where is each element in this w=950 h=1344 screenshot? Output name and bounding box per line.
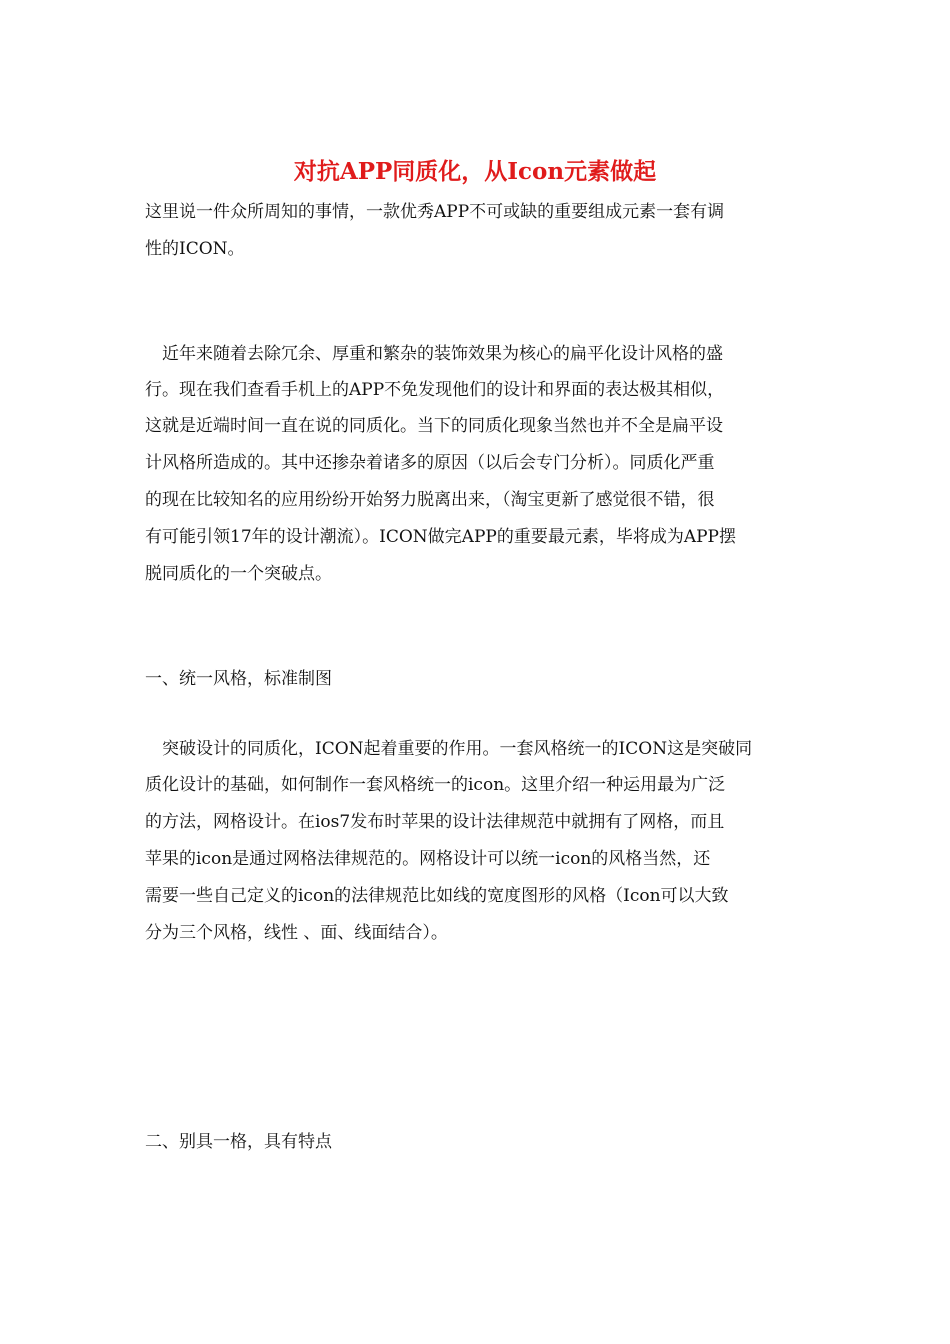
paragraph-line: 苹果的icon是通过网格法律规范的。网格设计可以统一icon的风格当然，还 [145,849,711,869]
paragraph-line: 有可能引领17年的设计潮流）。ICON做完APP的重要最元素，毕将成为APP摆 [145,527,736,547]
paragraph-line: 的现在比较知名的应用纷纷开始努力脱离出来，（淘宝更新了感觉很不错，很 [145,490,715,510]
document-title: 对抗APP同质化，从Icon元素做起 [293,158,657,185]
intro-line: 性的ICON。 [145,239,245,259]
paragraph-line: 突破设计的同质化，ICON起着重要的作用。一套风格统一的ICON这是突破同 [162,739,753,759]
paragraph-line: 计风格所造成的。其中还掺杂着诸多的原因（以后会专门分析）。同质化严重 [145,453,715,473]
paragraph-line: 质化设计的基础，如何制作一套风格统一的icon。这里介绍一种运用最为广泛 [145,775,726,795]
section-heading: 一、统一风格，标准制图 [145,669,332,689]
paragraph-line: 这就是近端时间一直在说的同质化。当下的同质化现象当然也并不全是扁平设 [145,416,723,436]
paragraph-line: 的方法，网格设计。在ios7发布时苹果的设计法律规范中就拥有了网格，而且 [145,812,725,832]
intro-line: 这里说一件众所周知的事情，一款优秀APP不可或缺的重要组成元素一套有调 [145,202,725,222]
section-heading: 二、别具一格，具有特点 [145,1132,332,1152]
paragraph-line: 脱同质化的一个突破点。 [145,564,332,584]
paragraph-line: 分为三个风格，线性 、面、线面结合）。 [145,923,448,943]
paragraph-line: 需要一些自己定义的icon的法律规范比如线的宽度图形的风格（Icon可以大致 [145,886,729,906]
paragraph-line: 行。现在我们查看手机上的APP不免发现他们的设计和界面的表达极其相似， [145,380,725,400]
paragraph-line: 近年来随着去除冗余、厚重和繁杂的装饰效果为核心的扁平化设计风格的盛 [162,344,723,364]
